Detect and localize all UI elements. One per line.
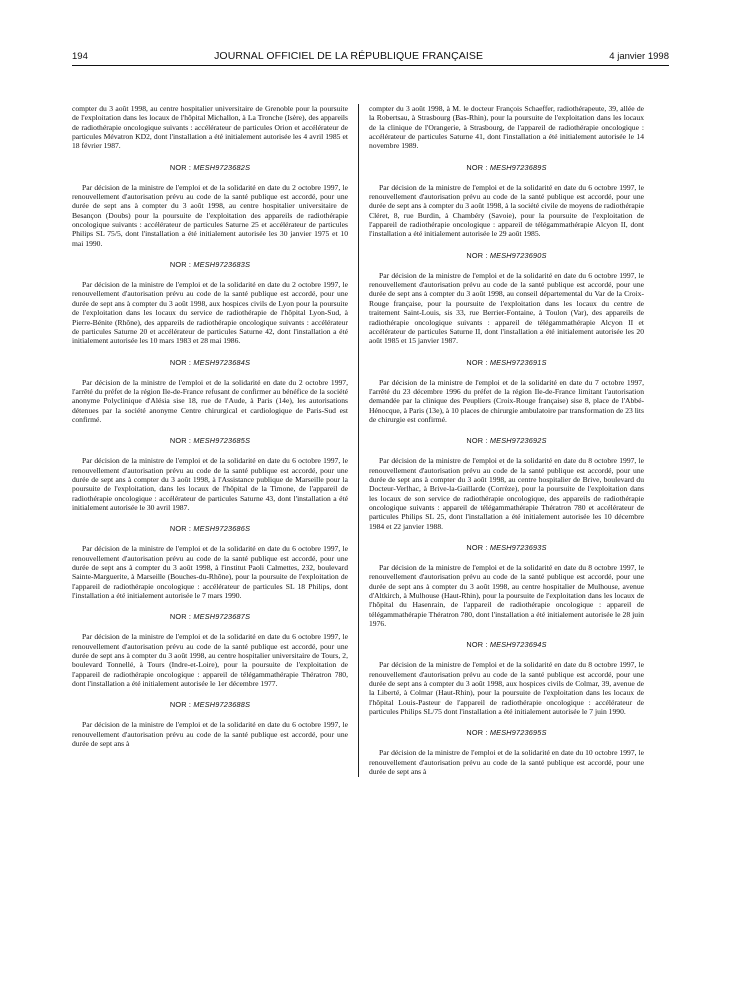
nor-label: NOR :: [169, 612, 192, 622]
nor-code: MESH9723691S: [489, 357, 547, 367]
nor-reference: [72, 260, 348, 269]
nor-code: MESH9723693S: [489, 543, 547, 552]
nor-code: MESH9723682S: [193, 162, 251, 172]
decision-paragraph: Par décision de la ministre de l'emploi et de la solidarité en date du 6 octobre 1997, le renouvellement d'autorisation prévu au code de la santé publique est accordé, pour une durée de sept ans à compter du 3 août 1998, au conseil départemental du Var de la Croix-Rouge française, pour la poursuite de l'exploitation dans les locaux du centre de traitement Saint-Louis, sis 33, rue Berrier-Fontaine, à Toulon (Var), des appareils de radiothérapie oncologique suivants : appareil de télégammathérapie Alcyon II et accélérateur de particules Saturne II, dont l'installation a été initialement autorisée les 20 août 1985 et 15 janvier 1987.: [369, 270, 644, 346]
nor-code: MESH9723688S: [193, 700, 251, 710]
nor-code: MESH9723687S: [193, 612, 251, 622]
decision-paragraph: Par décision de la ministre de l'emploi et de la solidarité en date du 2 octobre 1997, le renouvellement d'autorisation prévu au code de la santé publique est accordé, pour une durée de sept ans à compter du 3 août 1998, aux hospices civils de Lyon pour la poursuite de l'exploitation dans les locaux du service de radiothérapie de l'hôpital Lyon-Sud, à Pierre-Bénite (Rhône), des appareils de radiothérapie oncologique suivants : accélérateur de particules Saturne 20 et accélérateur de particules Saturne 42, dont l'installation a été initialement autorisée les 10 mars 1983 et 28 mai 1986.: [72, 280, 348, 346]
nor-label: NOR :: [466, 640, 488, 650]
nor-label: NOR :: [169, 260, 192, 270]
nor-reference: [369, 640, 644, 649]
nor-code: MESH9723692S: [489, 436, 547, 446]
nor-code: MESH9723690S: [489, 250, 547, 260]
page-header: [72, 50, 669, 66]
decision-paragraph: Par décision de la ministre de l'emploi et de la solidarité en date du 6 octobre 1997, le renouvellement d'autorisation prévu au code de la santé publique est accordé, pour une durée de sept ans à compter du 3 août 1998, au centre hospitalier universitaire de Tours, 2, boulevard Tonnellé, à Tours (Indre-et-Loire), pour la poursuite de l'exploitation de l'appareil de radiothérapie oncologique : appareil de télégammathérapie Thératron 780, dont l'installation a été initialement autorisée le 1er décembre 1977.: [72, 632, 348, 689]
nor-reference: [72, 524, 348, 533]
decision-paragraph: Par décision de la ministre de l'emploi et de la solidarité en date du 8 octobre 1997, le renouvellement d'autorisation prévu au code de la santé publique est accordé, pour une durée de sept ans à compter du 3 août 1998, au centre hospitalier de Brive, boulevard du Docteur-Verlhac, à Brive-la-Gaillarde (Corrèze), pour la poursuite de l'exploitation dans les locaux de son service de radiothérapie oncologique, des appareils de radiothérapie oncologique suivants : appareil de télégammathérapie Thératron 780 et accélérateur de particules Philips SL 25, dont l'installation a été initialement autorisée les 10 décembre 1984 et 22 janvier 1988.: [369, 456, 644, 531]
nor-label: NOR :: [169, 436, 192, 446]
nor-label: NOR :: [466, 162, 488, 172]
nor-label: NOR :: [169, 357, 192, 367]
nor-reference: [369, 358, 644, 367]
nor-reference: [72, 612, 348, 621]
nor-code: MESH9723694S: [489, 640, 547, 650]
nor-reference: [72, 163, 348, 172]
nor-label: NOR :: [169, 524, 192, 534]
nor-code: MESH9723689S: [489, 162, 547, 172]
nor-reference: [369, 436, 644, 445]
decision-paragraph: Par décision de la ministre de l'emploi et de la solidarité en date du 10 octobre 1997, le renouvellement d'autorisation prévu au code de la santé publique est accordé, pour une durée de sept ans à: [369, 748, 644, 777]
decision-paragraph: Par décision de la ministre de l'emploi et de la solidarité en date du 2 octobre 1997, l'arrêté du préfet de la région Ile-de-France refusant de confirmer au bénéfice de la société anonyme Polyclinique d'Alésia sise 18, rue de l'Aude, à Paris (14e), les autorisations détenues par la société anonyme Centre chirurgical et cardiologique de Paris-Sud est confirmé.: [72, 377, 348, 424]
nor-label: NOR :: [466, 728, 488, 738]
nor-code: MESH9723695S: [489, 728, 547, 738]
nor-code: MESH9723685S: [193, 436, 251, 446]
right-column: [358, 104, 644, 777]
decision-paragraph: Par décision de la ministre de l'emploi et de la solidarité en date du 6 octobre 1997, le renouvellement d'autorisation prévu au code de la santé publique est accordé, pour une durée de sept ans à compter du 3 août 1998, à l'Assistance publique de Marseille pour la poursuite de l'exploitation, dans les locaux de l'hôpital de la Timone, de l'appareil de radiothérapie oncologique : accélérateur de particules Saturne 43, dont l'installation a été initialement autorisée le 30 avril 1987.: [72, 456, 348, 512]
decision-paragraph: Par décision de la ministre de l'emploi et de la solidarité en date du 8 octobre 1997, le renouvellement d'autorisation prévu au code de la santé publique est accordé, pour une durée de sept ans à compter du 3 août 1998, au centre hospitalier de Mulhouse, avenue d'Altkirch, à Mulhouse (Haut-Rhin), pour la poursuite de l'exploitation dans les locaux de l'hôpital du Hasenrain, de l'appareil de radiothérapie oncologique : appareil de télégammathérapie Thératron 780, dont l'installation a été initialement autorisée le 28 juin 1976.: [369, 563, 644, 629]
nor-reference: [72, 700, 348, 709]
decision-paragraph: Par décision de la ministre de l'emploi et de la solidarité en date du 6 octobre 1997, le renouvellement d'autorisation prévu au code de la santé publique est accordé, pour une durée de sept ans à: [72, 720, 348, 749]
decision-paragraph: Par décision de la ministre de l'emploi et de la solidarité en date du 7 octobre 1997, l'arrêté du 23 décembre 1996 du préfet de la région Ile-de-France limitant l'autorisation demandée par la clinique des Peupliers (Croix-Rouge française) sise 8, place de l'Abbé-Hénocque, à Paris (13e), à 10 places de chirurgie ambulatoire par transformation de 23 lits de chirurgie est confirmé.: [369, 377, 644, 424]
nor-label: NOR :: [169, 162, 192, 172]
decision-paragraph: Par décision de la ministre de l'emploi et de la solidarité en date du 8 octobre 1997, le renouvellement d'autorisation prévu au code de la santé publique est accordé, pour une durée de sept ans à compter du 3 août 1998, aux hospices civils de Colmar, 39, avenue de la Liberté, à Colmar (Haut-Rhin), pour la poursuite de l'exploitation dans les locaux de l'hôpital Louis-Pasteur de l'appareil de radiothérapie oncologique : accélérateur de particules Philips SL/75 dont l'installation a été initialement autorisée le 7 juin 1990.: [369, 660, 644, 717]
nor-code: MESH9723683S: [193, 260, 251, 270]
nor-label: NOR :: [466, 357, 488, 367]
issue-date: 4 janvier 1998: [609, 51, 669, 62]
nor-label: NOR :: [169, 700, 192, 710]
journal-title: JOURNAL OFFICIEL DE LA RÉPUBLIQUE FRANÇAISE: [214, 50, 484, 62]
nor-reference: [369, 728, 644, 737]
decision-paragraph: compter du 3 août 1998, à M. le docteur François Schaeffer, radiothérapeute, 39, allée de la Robertsau, à Strasbourg (Bas-Rhin), pour la poursuite de l'exploitation dans les locaux de la clinique de l'Orangerie, à Strasbourg, de l'appareil de radiothérapie oncologique : accélérateur de particules Saturne 41, dont l'installation a été initialement autorisée le 14 novembre 1989.: [369, 104, 644, 151]
nor-reference: [72, 358, 348, 367]
nor-label: NOR :: [466, 250, 488, 260]
decision-paragraph: Par décision de la ministre de l'emploi et de la solidarité en date du 6 octobre 1997, le renouvellement d'autorisation prévu au code de la santé publique est accordé, pour une durée de sept ans à compter du 3 août 1998, à la société civile de moyens de radiothérapie Cléret, 8, rue Burdin, à Chambéry (Savoie), pour la poursuite de l'exploitation de l'appareil de radiothérapie oncologique : appareil de télégammathérapie Alcyon II, dont l'installation a été initialement autorisée le 29 août 1985.: [369, 182, 644, 239]
nor-reference: [72, 436, 348, 445]
nor-label: NOR :: [466, 436, 488, 446]
nor-code: MESH9723686S: [193, 524, 251, 534]
article-columns: [72, 104, 669, 777]
decision-paragraph: Par décision de la ministre de l'emploi et de la solidarité en date du 2 octobre 1997, le renouvellement d'autorisation prévu au code de la santé publique est accordé, pour une durée de sept ans à compter du 3 août 1998, au centre hospitalier universitaire de Besançon (Doubs) pour la poursuite de l'exploitation des appareils de radiothérapie oncologique suivants : accélérateur de particules Saturne 25 et accélérateur de particules Philips SL 75/5, dont l'installation a été initialement autorisée les 30 janvier 1975 et 10 mai 1990.: [72, 182, 348, 248]
left-column: [72, 104, 358, 777]
nor-label: NOR :: [466, 543, 488, 552]
decision-paragraph: compter du 3 août 1998, au centre hospitalier universitaire de Grenoble pour la poursuite de l'exploitation dans les locaux de l'hôpital Michallon, à La Tronche (Isère), des appareils de radiothérapie oncologique suivants : accélérateur de particules Orion et accélérateur de particules Mévatron KD2, dont l'installation a été initialement autorisée les 4 avril 1985 et 18 février 1987.: [72, 104, 348, 151]
nor-code: MESH9723684S: [193, 357, 251, 367]
page-number: 194: [72, 51, 88, 62]
nor-reference: [369, 163, 644, 172]
decision-paragraph: Par décision de la ministre de l'emploi et de la solidarité en date du 6 octobre 1997, le renouvellement d'autorisation prévu au code de la santé publique est accordé, pour une durée de sept ans à compter du 3 août 1998, à l'institut Paoli Calmettes, 232, boulevard Sainte-Marguerite, à Marseille (Bouches-du-Rhône), pour la poursuite de l'exploitation de l'appareil de radiothérapie oncologique : accélérateur de particules SL 18 Philips, dont l'installation a été initialement autorisée le 7 mars 1990.: [72, 544, 348, 601]
nor-reference: [369, 543, 644, 552]
nor-reference: [369, 251, 644, 260]
